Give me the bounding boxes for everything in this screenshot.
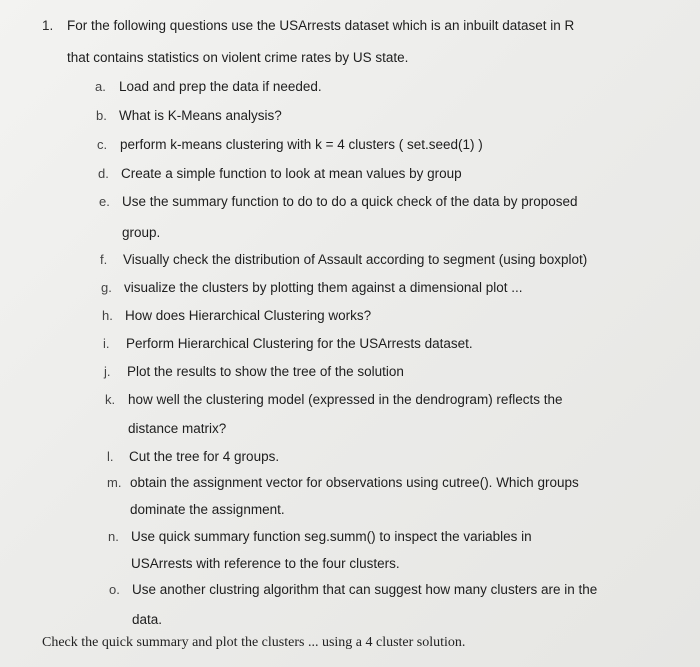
item-marker: i. [103, 336, 110, 351]
item-text-continued: group. [122, 225, 161, 240]
item-marker: j. [104, 364, 111, 379]
item-text-continued: dominate the assignment. [130, 502, 285, 517]
item-text-continued: data. [132, 612, 163, 627]
item-marker: k. [105, 392, 116, 407]
item-text: Plot the results to show the tree of the solution [127, 364, 404, 379]
item-text-continued: distance matrix? [128, 421, 227, 436]
item-text: Perform Hierarchical Clustering for the USArrests dataset. [126, 336, 473, 351]
item-text: Use quick summary function seg.summ() to inspect the variables in [131, 529, 532, 544]
item-marker: e. [99, 194, 110, 209]
item-marker: h. [102, 308, 113, 323]
item-text: Cut the tree for 4 groups. [129, 449, 280, 464]
item-marker: c. [97, 137, 108, 152]
item-marker: m. [107, 475, 122, 490]
item-text: Use another clustring algorithm that can suggest how many clusters are in the [132, 582, 598, 597]
question-intro-line-2: that contains statistics on violent crime rates by US state. [67, 50, 409, 65]
item-text: visualize the clusters by plotting them against a dimensional plot ... [124, 280, 523, 295]
item-marker: b. [96, 108, 107, 123]
item-marker: g. [101, 280, 112, 295]
item-marker: a. [95, 79, 106, 94]
item-marker: o. [109, 582, 120, 597]
item-marker: n. [108, 529, 119, 544]
item-text: perform k-means clustering with k = 4 clusters ( set.seed(1) ) [120, 137, 483, 152]
footer-note: Check the quick summary and plot the clusters ... using a 4 cluster solution. [42, 635, 466, 650]
item-text: What is K-Means analysis? [119, 108, 282, 123]
item-marker: d. [98, 166, 109, 181]
item-text: How does Hierarchical Clustering works? [125, 308, 372, 323]
item-text: Load and prep the data if needed. [119, 79, 322, 94]
question-intro-line-1: For the following questions use the USArrests dataset which is an inbuilt dataset in R [67, 18, 575, 33]
item-text: how well the clustering model (expressed in the dendrogram) reflects the [128, 392, 563, 407]
item-text: Create a simple function to look at mean values by group [121, 166, 462, 181]
item-text-continued: USArrests with reference to the four clusters. [131, 556, 400, 571]
item-text: Use the summary function to do to do a quick check of the data by proposed [122, 194, 578, 209]
item-marker: l. [107, 449, 114, 464]
item-text: obtain the assignment vector for observations using cutree(). Which groups [130, 475, 579, 490]
item-marker: f. [100, 252, 108, 267]
item-text: Visually check the distribution of Assault according to segment (using boxplot) [123, 252, 588, 267]
question-number: 1. [42, 18, 54, 33]
